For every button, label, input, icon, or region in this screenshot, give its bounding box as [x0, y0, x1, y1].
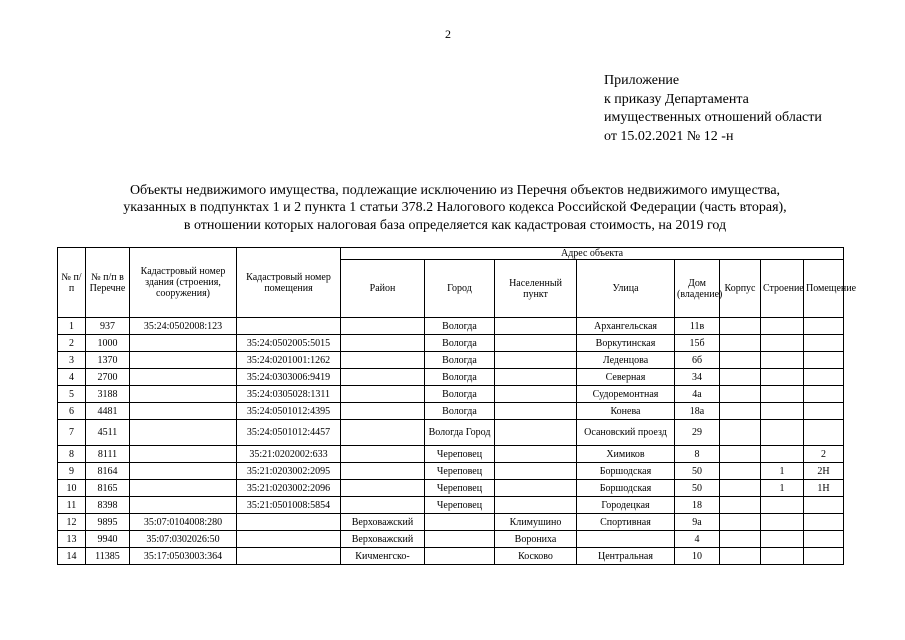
cell-num: 8 — [58, 446, 86, 463]
table-row — [58, 386, 844, 403]
cell-locality — [495, 318, 577, 335]
cell-locality — [495, 386, 577, 403]
cell-house: 11в — [675, 318, 720, 335]
table-row — [58, 514, 844, 531]
cell-room-cadastral: 35:24:0201001:1262 — [237, 352, 341, 369]
cell-street: Архангельская — [577, 318, 675, 335]
cell-building-cadastral — [130, 463, 237, 480]
cell-house: 29 — [675, 420, 720, 446]
cell-stroenie: 1 — [761, 463, 804, 480]
table-row — [58, 335, 844, 352]
cell-korpus — [720, 497, 761, 514]
cell-pomeshchenie — [804, 514, 844, 531]
cell-korpus — [720, 420, 761, 446]
cell-city — [425, 514, 495, 531]
cell-house: 34 — [675, 369, 720, 386]
cell-stroenie — [761, 514, 804, 531]
header-stroenie: Строение — [761, 260, 804, 318]
cell-district — [341, 480, 425, 497]
table-row — [58, 403, 844, 420]
cell-stroenie — [761, 420, 804, 446]
cell-locality — [495, 446, 577, 463]
cell-num: 3 — [58, 352, 86, 369]
header-street: Улица — [577, 260, 675, 318]
cell-stroenie — [761, 386, 804, 403]
cell-list-num: 1000 — [86, 335, 130, 352]
header-num: № п/п — [58, 248, 86, 318]
cell-building-cadastral: 35:24:0502008:123 — [130, 318, 237, 335]
cell-city: Вологда Город — [425, 420, 495, 446]
cell-list-num: 8398 — [86, 497, 130, 514]
cell-room-cadastral — [237, 548, 341, 565]
cell-street: Конева — [577, 403, 675, 420]
cell-building-cadastral — [130, 497, 237, 514]
cell-stroenie — [761, 369, 804, 386]
cell-locality — [495, 403, 577, 420]
cell-street: Северная — [577, 369, 675, 386]
cell-building-cadastral — [130, 335, 237, 352]
cell-house: 18а — [675, 403, 720, 420]
header-building-cadastral: Кадастровый номер здания (строения, сооружения) — [130, 248, 237, 318]
cell-building-cadastral — [130, 369, 237, 386]
cell-korpus — [720, 446, 761, 463]
cell-list-num: 4481 — [86, 403, 130, 420]
table-row — [58, 548, 844, 565]
cell-korpus — [720, 548, 761, 565]
cell-stroenie — [761, 531, 804, 548]
cell-pomeshchenie — [804, 352, 844, 369]
table-row — [58, 497, 844, 514]
cell-building-cadastral: 35:07:0104008:280 — [130, 514, 237, 531]
cell-pomeshchenie — [804, 369, 844, 386]
cell-stroenie — [761, 548, 804, 565]
header-korpus: Корпус — [720, 260, 761, 318]
cell-street: Судоремонтная — [577, 386, 675, 403]
cell-street — [577, 531, 675, 548]
cell-room-cadastral: 35:24:0502005:5015 — [237, 335, 341, 352]
cell-house: 15б — [675, 335, 720, 352]
table-row — [58, 480, 844, 497]
appendix-block — [604, 72, 822, 146]
cell-house: 8 — [675, 446, 720, 463]
cell-house: 4а — [675, 386, 720, 403]
cell-district — [341, 497, 425, 514]
cell-city: Вологда — [425, 352, 495, 369]
cell-house: 50 — [675, 463, 720, 480]
cell-street: Осановский проезд — [577, 420, 675, 446]
header-city: Город — [425, 260, 495, 318]
cell-pomeshchenie — [804, 531, 844, 548]
table-row — [58, 446, 844, 463]
cell-pomeshchenie — [804, 403, 844, 420]
cell-pomeshchenie — [804, 548, 844, 565]
cell-house: 4 — [675, 531, 720, 548]
cell-house: 6б — [675, 352, 720, 369]
cell-list-num: 9940 — [86, 531, 130, 548]
cell-building-cadastral: 35:07:0302026:50 — [130, 531, 237, 548]
cell-city: Череповец — [425, 463, 495, 480]
cell-district — [341, 318, 425, 335]
cell-district — [341, 463, 425, 480]
cell-locality — [495, 369, 577, 386]
cell-pomeshchenie — [804, 497, 844, 514]
cell-room-cadastral: 35:24:0303006:9419 — [237, 369, 341, 386]
cell-list-num: 937 — [86, 318, 130, 335]
cell-house: 10 — [675, 548, 720, 565]
cell-korpus — [720, 352, 761, 369]
cell-building-cadastral — [130, 446, 237, 463]
cell-district — [341, 446, 425, 463]
table-row — [58, 318, 844, 335]
cell-room-cadastral: 35:21:0203002:2095 — [237, 463, 341, 480]
cell-room-cadastral: 35:24:0501012:4395 — [237, 403, 341, 420]
cell-list-num: 8111 — [86, 446, 130, 463]
cell-num: 2 — [58, 335, 86, 352]
cell-num: 14 — [58, 548, 86, 565]
cell-city — [425, 531, 495, 548]
cell-city: Череповец — [425, 497, 495, 514]
cell-building-cadastral — [130, 403, 237, 420]
cell-city: Череповец — [425, 446, 495, 463]
cell-list-num: 8164 — [86, 463, 130, 480]
cell-stroenie — [761, 497, 804, 514]
cell-korpus — [720, 369, 761, 386]
cell-street: Боршодская — [577, 480, 675, 497]
cell-building-cadastral — [130, 420, 237, 446]
cell-room-cadastral: 35:21:0203002:2096 — [237, 480, 341, 497]
cell-street: Центральная — [577, 548, 675, 565]
cell-korpus — [720, 335, 761, 352]
cell-korpus — [720, 531, 761, 548]
cell-list-num: 4511 — [86, 420, 130, 446]
cell-pomeshchenie: 2 — [804, 446, 844, 463]
header-house: Дом (владение) — [675, 260, 720, 318]
table-row — [58, 352, 844, 369]
cell-house: 50 — [675, 480, 720, 497]
cell-city: Череповец — [425, 480, 495, 497]
cell-district — [341, 420, 425, 446]
header-room-cadastral: Кадастровый номер помещения — [237, 248, 341, 318]
cell-locality: Косково — [495, 548, 577, 565]
cell-city: Вологда — [425, 403, 495, 420]
cell-locality — [495, 480, 577, 497]
cell-district: Кичменгско- — [341, 548, 425, 565]
cell-building-cadastral — [130, 386, 237, 403]
cell-locality: Ворониха — [495, 531, 577, 548]
cell-num: 13 — [58, 531, 86, 548]
cell-stroenie — [761, 446, 804, 463]
cell-list-num: 2700 — [86, 369, 130, 386]
cell-room-cadastral — [237, 531, 341, 548]
appendix-line: от 15.02.2021 № 12 -н — [604, 128, 734, 144]
cell-street: Воркутинская — [577, 335, 675, 352]
cell-stroenie — [761, 403, 804, 420]
appendix-line: к приказу Департамента — [604, 91, 749, 107]
cell-district — [341, 335, 425, 352]
cell-room-cadastral: 35:24:0305028:1311 — [237, 386, 341, 403]
cell-room-cadastral: 35:21:0501008:5854 — [237, 497, 341, 514]
table-row — [58, 369, 844, 386]
cell-locality — [495, 497, 577, 514]
cell-room-cadastral: 35:21:0202002:633 — [237, 446, 341, 463]
cell-list-num: 1370 — [86, 352, 130, 369]
cell-city: Вологда — [425, 335, 495, 352]
cell-stroenie — [761, 352, 804, 369]
cell-locality — [495, 463, 577, 480]
cell-locality — [495, 420, 577, 446]
cell-district — [341, 369, 425, 386]
title-line: в отношении которых налоговая база определяется как кадастровая стоимость, на 2019 год — [183, 217, 727, 233]
cell-num: 4 — [58, 369, 86, 386]
document-title — [60, 182, 850, 234]
table-row — [58, 531, 844, 548]
header-list-num: № п/п в Перечне — [86, 248, 130, 318]
cell-room-cadastral — [237, 318, 341, 335]
cell-num: 5 — [58, 386, 86, 403]
header-address-group: Адрес объекта — [341, 248, 844, 260]
cell-korpus — [720, 514, 761, 531]
cell-korpus — [720, 463, 761, 480]
cell-street: Спортивная — [577, 514, 675, 531]
cell-district: Верховажский — [341, 531, 425, 548]
cell-pomeshchenie — [804, 318, 844, 335]
cell-room-cadastral: 35:24:0501012:4457 — [237, 420, 341, 446]
cell-city: Вологда — [425, 369, 495, 386]
cell-num: 9 — [58, 463, 86, 480]
cell-stroenie — [761, 335, 804, 352]
property-table — [57, 247, 857, 565]
appendix-line: имущественных отношений области — [604, 110, 822, 126]
cell-district — [341, 403, 425, 420]
cell-stroenie: 1 — [761, 480, 804, 497]
cell-num: 6 — [58, 403, 86, 420]
cell-city: Вологда — [425, 318, 495, 335]
cell-korpus — [720, 480, 761, 497]
cell-room-cadastral — [237, 514, 341, 531]
cell-pomeshchenie: 1Н — [804, 480, 844, 497]
cell-building-cadastral — [130, 352, 237, 369]
cell-num: 7 — [58, 420, 86, 446]
cell-pomeshchenie: 2Н — [804, 463, 844, 480]
cell-building-cadastral — [130, 480, 237, 497]
header-locality: Населенный пункт — [495, 260, 577, 318]
cell-street: Химиков — [577, 446, 675, 463]
table-row — [58, 463, 844, 480]
cell-locality — [495, 352, 577, 369]
cell-district — [341, 352, 425, 369]
cell-building-cadastral: 35:17:0503003:364 — [130, 548, 237, 565]
cell-num: 12 — [58, 514, 86, 531]
cell-list-num: 8165 — [86, 480, 130, 497]
cell-city — [425, 548, 495, 565]
cell-district: Верховажский — [341, 514, 425, 531]
cell-list-num: 9895 — [86, 514, 130, 531]
appendix-line: Приложение — [604, 73, 680, 88]
title-line: Объекты недвижимого имущества, подлежащие исключению из Перечня объектов недвижимого имущества, — [129, 183, 781, 198]
cell-num: 1 — [58, 318, 86, 335]
cell-korpus — [720, 386, 761, 403]
page-number: 2 — [445, 27, 451, 41]
cell-list-num: 11385 — [86, 548, 130, 565]
table-row — [58, 420, 844, 446]
cell-stroenie — [761, 318, 804, 335]
cell-street: Городецкая — [577, 497, 675, 514]
cell-num: 11 — [58, 497, 86, 514]
cell-list-num: 3188 — [86, 386, 130, 403]
cell-district — [341, 386, 425, 403]
cell-pomeshchenie — [804, 335, 844, 352]
cell-house: 9а — [675, 514, 720, 531]
cell-korpus — [720, 318, 761, 335]
cell-house: 18 — [675, 497, 720, 514]
cell-pomeshchenie — [804, 386, 844, 403]
cell-city: Вологда — [425, 386, 495, 403]
title-line: указанных в подпунктах 1 и 2 пункта 1 статьи 378.2 Налогового кодекса Российской Федерации (часть вторая), — [123, 200, 787, 216]
cell-num: 10 — [58, 480, 86, 497]
cell-street: Леденцова — [577, 352, 675, 369]
header-row — [58, 248, 844, 260]
cell-locality: Климушино — [495, 514, 577, 531]
cell-pomeshchenie — [804, 420, 844, 446]
header-district: Район — [341, 260, 425, 318]
cell-street: Боршодская — [577, 463, 675, 480]
header-pomeshchenie: Помещение — [804, 260, 844, 318]
cell-korpus — [720, 403, 761, 420]
cell-locality — [495, 335, 577, 352]
